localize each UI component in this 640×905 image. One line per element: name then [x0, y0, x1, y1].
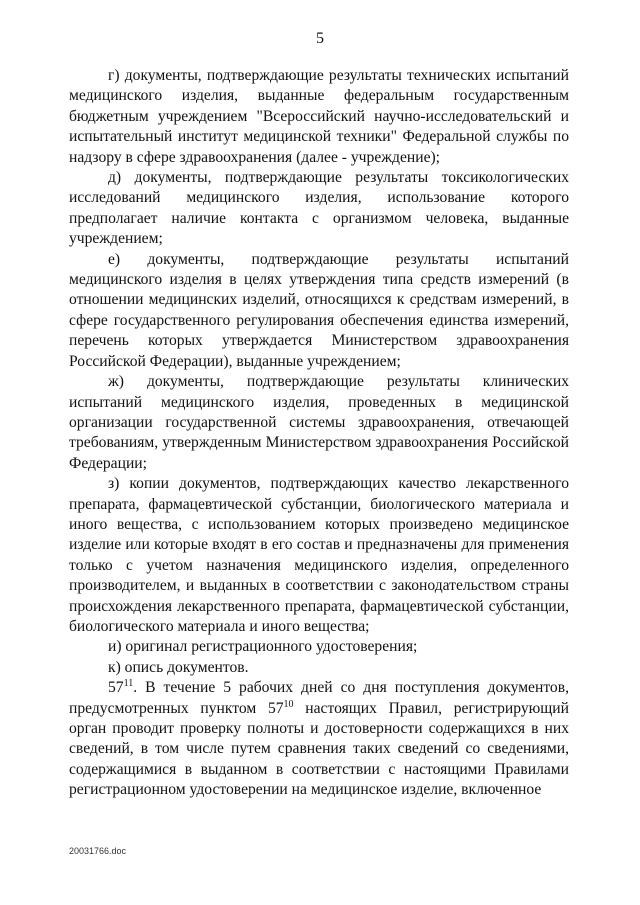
page-number: 5: [316, 30, 324, 47]
paragraph-i: и) оригинал регистрационного удостоверения;: [108, 638, 418, 656]
clause-text-part-1: . В течение 5 рабочих дней со дня поступления документов, предусмотренных пунктом: [69, 679, 569, 717]
clause-number-base: 57: [108, 679, 124, 697]
paragraph-z: з) копии документов, подтверждающих качество лекарственного препарата, фармацевтической субстанции, биологического материала и иного вещества, с использованием которых произведено медицинское изделие или которые входят в его состав и предназначены для применения только с учетом назначения медицинского изделия, определенного производителем, и выданных в соответствии с законодательством страны происхождения лекарственного препарата, фармацевтической субстанции, биологического материала и иного вещества;: [69, 475, 569, 635]
document-filename: 20031766.doc: [69, 846, 127, 856]
paragraph-zh: ж) документы, подтверждающие результаты клинических испытаний медицинского изделия, проведенных в медицинской организации государственной системы здравоохранения, отвечающей требованиям, утвержденным Министерством здравоохранения Российской Федерации;: [69, 373, 569, 472]
paragraph-k: к) опись документов.: [108, 658, 249, 676]
clause-number: [108, 679, 133, 696]
paragraph-g: г) документы, подтверждающие результаты технических испытаний медицинского изделия, выданные федеральным государственным бюджетным учреждением "Всероссийский научно-исследовательский и испытательный институт медицинской техники" Федеральной службы по надзору в сфере здравоохранения (далее - учреждение);: [69, 67, 569, 166]
clause-number-superscript: 11: [123, 678, 134, 690]
paragraph-57-11: [69, 678, 569, 800]
document-body: [69, 66, 569, 801]
paragraph-d: д) документы, подтверждающие результаты токсикологических исследований медицинского изделия, использование которого предполагает наличие контакта с организмом человека, выданные учреждением;: [69, 169, 569, 248]
clause-reference-base: 57: [267, 699, 284, 717]
clause-reference: [268, 700, 294, 717]
paragraph-e: е) документы, подтверждающие результаты испытаний медицинского изделия в целях утверждения типа средств измерений (в отношении медицинских изделий, относящихся к средствам измерений, в сфере государственного регулирования обеспечения единства измерений, перечень которых утверждается Министерством здравоохранения Российской Федерации), выданные учреждением;: [69, 250, 569, 370]
clause-text-part-2: настоящих Правил, регистрирующий орган проводит проверку полноты и достоверности содержащихся в них сведений, в том числе путем сравнения таких сведений со сведениями, содержащимися в выданном в соответствии с настоящими Правилами регистрационном удостоверении на медицинское изделие, включенное: [69, 699, 569, 799]
clause-reference-superscript: 10: [283, 698, 294, 710]
